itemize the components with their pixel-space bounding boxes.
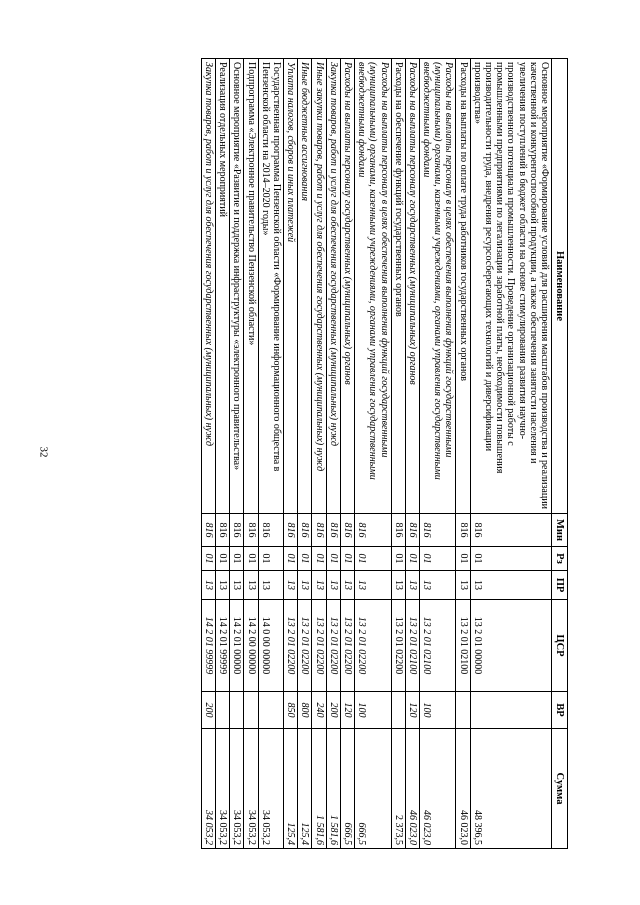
table-row bbox=[326, 59, 340, 849]
cell-sum: 666,5 bbox=[340, 729, 354, 849]
cell-vr: 100 bbox=[355, 692, 392, 729]
cell-csr: 14 2 01 99999 bbox=[201, 600, 215, 692]
cell-min: 816 bbox=[355, 514, 392, 547]
header-name: Наименование bbox=[552, 59, 568, 514]
cell-name: Расходы на выплаты по оплате труда работников государственных органов bbox=[456, 59, 470, 514]
cell-min: 816 bbox=[244, 514, 258, 547]
cell-pr: 13 bbox=[340, 571, 354, 600]
header-pr: ПР bbox=[552, 571, 568, 600]
table-row bbox=[391, 59, 405, 849]
cell-rz: 01 bbox=[405, 547, 419, 571]
cell-vr bbox=[230, 692, 244, 729]
cell-rz: 01 bbox=[391, 547, 405, 571]
cell-pr: 13 bbox=[391, 571, 405, 600]
cell-sum: 34 053,2 bbox=[216, 729, 230, 849]
cell-csr: 13 2 01 02200 bbox=[355, 600, 392, 692]
cell-pr: 13 bbox=[298, 571, 312, 600]
cell-csr: 14 2 00 00000 bbox=[244, 600, 258, 692]
rotated-page bbox=[76, 58, 568, 848]
cell-min: 816 bbox=[201, 514, 215, 547]
cell-name: Основное мероприятие «Формирование условий для расширения масштабов производства и реализации качественной и конкурентоспособной продукции, а также обеспечения занятости населения и увеличения поступлений в бюджет области на основе стимулирования развития научно-производственного потенциала промышленности. Проведение организационной работы с промышленными предприятиями по легализации заработной платы, необходимости повышения производительности труда, внедрения ресурсосберегающих технологий и диверсификации производства» bbox=[470, 59, 551, 514]
cell-sum: 34 053,2 bbox=[244, 729, 258, 849]
cell-sum: 34 053,2 bbox=[258, 729, 283, 849]
cell-name: Расходы на выплаты персоналу государственных (муниципальных) органов bbox=[340, 59, 354, 514]
cell-vr: 120 bbox=[405, 692, 419, 729]
cell-name: Закупка товаров, работ и услуг для обеспечения государственных (муниципальных) нужд bbox=[201, 59, 215, 514]
table-body bbox=[201, 59, 551, 849]
cell-pr: 13 bbox=[355, 571, 392, 600]
cell-name: Расходы на выплаты персоналу в целях обеспечения выполнения функций государственными (муниципальными) органами, казенными учреждениями, органами управления государственными внебюджетными фондами bbox=[355, 59, 392, 514]
table-row bbox=[405, 59, 419, 849]
cell-min: 816 bbox=[456, 514, 470, 547]
page-number: 32 bbox=[37, 446, 50, 458]
cell-vr bbox=[258, 692, 283, 729]
cell-name: Подпрограмма «Электронное правительство Пензенской области» bbox=[244, 59, 258, 514]
cell-pr: 13 bbox=[284, 571, 298, 600]
cell-csr: 13 2 01 02200 bbox=[312, 600, 326, 692]
cell-csr: 13 2 01 02200 bbox=[326, 600, 340, 692]
cell-min: 816 bbox=[258, 514, 283, 547]
cell-pr: 13 bbox=[419, 571, 456, 600]
cell-min: 816 bbox=[326, 514, 340, 547]
cell-vr: 100 bbox=[419, 692, 456, 729]
table-row bbox=[284, 59, 298, 849]
cell-sum: 48 396,5 bbox=[470, 729, 551, 849]
cell-rz: 01 bbox=[456, 547, 470, 571]
cell-rz: 01 bbox=[355, 547, 392, 571]
cell-min: 816 bbox=[340, 514, 354, 547]
cell-vr bbox=[470, 692, 551, 729]
cell-csr: 13 2 01 02200 bbox=[298, 600, 312, 692]
header-rz: Рз bbox=[552, 547, 568, 571]
cell-sum: 46 023,0 bbox=[419, 729, 456, 849]
cell-rz: 01 bbox=[258, 547, 283, 571]
cell-rz: 01 bbox=[470, 547, 551, 571]
cell-rz: 01 bbox=[340, 547, 354, 571]
cell-sum: 1 581,6 bbox=[312, 729, 326, 849]
table-row bbox=[456, 59, 470, 849]
cell-csr: 14 2 01 00000 bbox=[230, 600, 244, 692]
cell-name: Закупка товаров, работ и услуг для обеспечения государственных (муниципальных) нужд bbox=[326, 59, 340, 514]
cell-min: 816 bbox=[284, 514, 298, 547]
table-row bbox=[355, 59, 392, 849]
cell-sum: 125,4 bbox=[298, 729, 312, 849]
cell-sum: 46 023,0 bbox=[405, 729, 419, 849]
cell-vr: 200 bbox=[201, 692, 215, 729]
cell-name: Основное мероприятие «Развитие и поддержка инфраструктуры «электронного правительства» bbox=[230, 59, 244, 514]
cell-csr: 13 2 01 02200 bbox=[284, 600, 298, 692]
cell-rz: 01 bbox=[312, 547, 326, 571]
cell-vr bbox=[244, 692, 258, 729]
cell-sum: 125,4 bbox=[284, 729, 298, 849]
header-sum: Сумма bbox=[552, 729, 568, 849]
cell-min: 816 bbox=[470, 514, 551, 547]
table-row bbox=[244, 59, 258, 849]
cell-sum: 34 053,2 bbox=[201, 729, 215, 849]
cell-rz: 01 bbox=[201, 547, 215, 571]
cell-csr: 13 2 01 02100 bbox=[405, 600, 419, 692]
cell-min: 816 bbox=[405, 514, 419, 547]
table-row bbox=[258, 59, 283, 849]
cell-rz: 01 bbox=[244, 547, 258, 571]
cell-pr: 13 bbox=[326, 571, 340, 600]
table-row bbox=[230, 59, 244, 849]
cell-csr: 13 2 01 02100 bbox=[456, 600, 470, 692]
cell-min: 816 bbox=[230, 514, 244, 547]
cell-sum: 46 023,0 bbox=[456, 729, 470, 849]
cell-min: 816 bbox=[419, 514, 456, 547]
cell-csr: 13 2 01 00000 bbox=[470, 600, 551, 692]
cell-pr: 13 bbox=[216, 571, 230, 600]
cell-min: 816 bbox=[312, 514, 326, 547]
table-row bbox=[340, 59, 354, 849]
cell-name: Расходы на выплаты персоналу государственных (муниципальных) органов bbox=[405, 59, 419, 514]
cell-csr: 14 2 01 99999 bbox=[216, 600, 230, 692]
table-row bbox=[201, 59, 215, 849]
cell-name: Иные закупки товаров, работ и услуг для обеспечения государственных (муниципальных) нужд bbox=[312, 59, 326, 514]
cell-rz: 01 bbox=[298, 547, 312, 571]
cell-name: Иные бюджетные ассигнования bbox=[298, 59, 312, 514]
cell-vr: 200 bbox=[326, 692, 340, 729]
cell-vr: 240 bbox=[312, 692, 326, 729]
cell-pr: 13 bbox=[405, 571, 419, 600]
budget-table bbox=[201, 58, 568, 849]
cell-vr bbox=[456, 692, 470, 729]
cell-min: 816 bbox=[298, 514, 312, 547]
cell-pr: 13 bbox=[230, 571, 244, 600]
cell-csr: 13 2 01 02200 bbox=[391, 600, 405, 692]
cell-rz: 01 bbox=[230, 547, 244, 571]
cell-rz: 01 bbox=[419, 547, 456, 571]
header-csr: ЦСР bbox=[552, 600, 568, 692]
cell-pr: 13 bbox=[201, 571, 215, 600]
cell-vr: 850 bbox=[284, 692, 298, 729]
header-min: Мин bbox=[552, 514, 568, 547]
table-row bbox=[470, 59, 551, 849]
cell-csr: 13 2 01 02100 bbox=[419, 600, 456, 692]
cell-pr: 13 bbox=[456, 571, 470, 600]
cell-rz: 01 bbox=[216, 547, 230, 571]
cell-vr: 120 bbox=[340, 692, 354, 729]
cell-name: Уплата налогов, сборов и иных платежей bbox=[284, 59, 298, 514]
cell-name: Расходы на обеспечение функций государственных органов bbox=[391, 59, 405, 514]
cell-name: Расходы на выплаты персоналу в целях обеспечения выполнения функций государственными (муниципальными) органами, казенными учреждениями, органами управления государственными внебюджетными фондами bbox=[419, 59, 456, 514]
cell-sum: 34 053,2 bbox=[230, 729, 244, 849]
table-row bbox=[312, 59, 326, 849]
cell-sum: 666,5 bbox=[355, 729, 392, 849]
cell-rz: 01 bbox=[284, 547, 298, 571]
cell-csr: 14 0 00 00000 bbox=[258, 600, 283, 692]
cell-name: Реализация отдельных мероприятий bbox=[216, 59, 230, 514]
table-header-row bbox=[552, 59, 568, 849]
cell-pr: 13 bbox=[258, 571, 283, 600]
cell-rz: 01 bbox=[326, 547, 340, 571]
cell-vr bbox=[216, 692, 230, 729]
header-vr: ВР bbox=[552, 692, 568, 729]
cell-name: Государственная программа Пензенской области «Формирование информационного общества в Пензенской области на 2014–2020 годы» bbox=[258, 59, 283, 514]
cell-pr: 13 bbox=[470, 571, 551, 600]
cell-min: 816 bbox=[391, 514, 405, 547]
cell-min: 816 bbox=[216, 514, 230, 547]
table-row bbox=[298, 59, 312, 849]
cell-sum: 2 373,5 bbox=[391, 729, 405, 849]
table-row bbox=[216, 59, 230, 849]
cell-pr: 13 bbox=[312, 571, 326, 600]
cell-sum: 1 581,6 bbox=[326, 729, 340, 849]
cell-vr bbox=[391, 692, 405, 729]
cell-csr: 13 2 01 02200 bbox=[340, 600, 354, 692]
table-row bbox=[419, 59, 456, 849]
cell-pr: 13 bbox=[244, 571, 258, 600]
cell-vr: 800 bbox=[298, 692, 312, 729]
